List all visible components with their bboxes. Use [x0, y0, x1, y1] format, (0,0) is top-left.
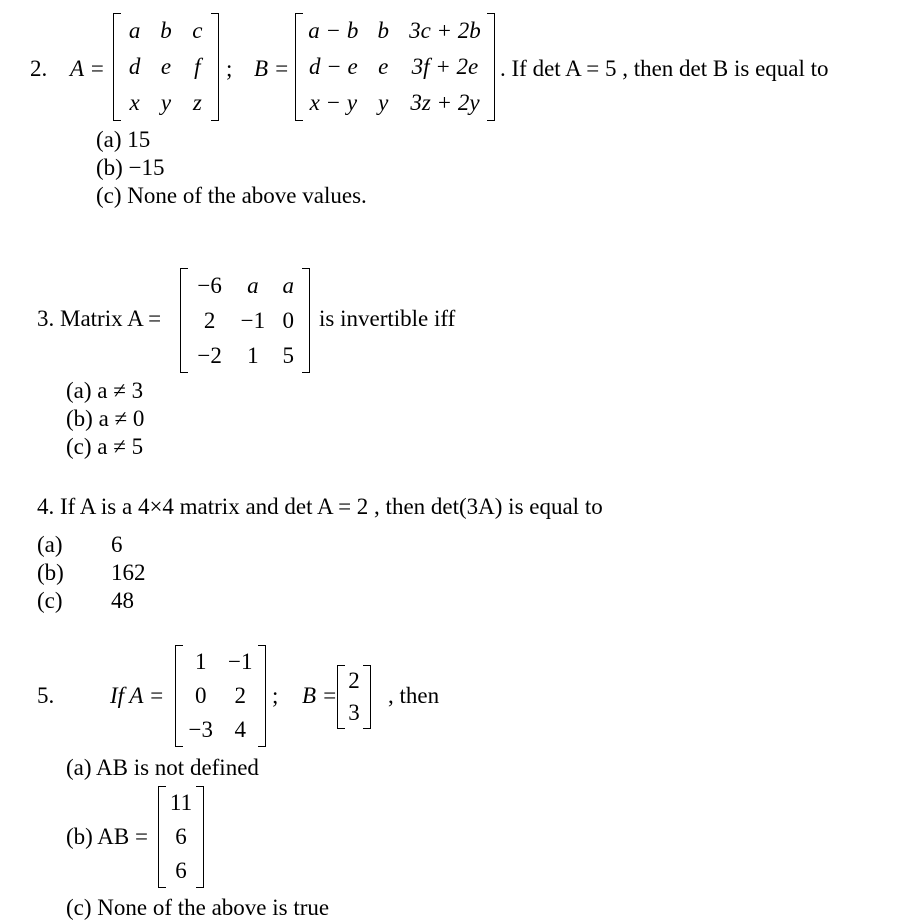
matrix-cell: 0 [195, 683, 207, 708]
q4-option-a-value: 6 [111, 532, 123, 557]
q2-option-a: (a) 15 [96, 127, 151, 152]
matrix-cell: z [192, 90, 202, 115]
q3-option-c: (c) a ≠ 5 [66, 434, 144, 459]
q4-option-a-label: (a) [37, 532, 63, 557]
matrix-cell: 5 [282, 342, 294, 368]
matrix-cell: 4 [234, 717, 246, 742]
q3-option-a: (a) a ≠ 3 [66, 378, 144, 403]
matrix-cell: y [160, 90, 172, 115]
matrix-cell: x − y [309, 90, 358, 115]
matrix-cell: 6 [175, 858, 187, 883]
matrix-cell: 2 [203, 307, 216, 333]
q5-matrix-b [337, 665, 371, 729]
matrix-cell: −3 [188, 717, 213, 742]
matrix-cell: b [377, 18, 389, 43]
matrix-cell: c [192, 18, 203, 43]
matrix-cell: 3 [348, 700, 360, 725]
q2-a-label: A = [70, 56, 105, 81]
q2-separator: ; [226, 56, 233, 81]
matrix-cell: 6 [175, 824, 187, 849]
q4-option-c-value: 48 [111, 588, 134, 613]
matrix-cell: y [378, 90, 389, 115]
matrix-cell: a [282, 272, 294, 298]
matrix-cell: 1 [195, 649, 207, 674]
matrix-cell: −2 [197, 342, 222, 368]
q5-separator: ; [272, 683, 279, 708]
q2-matrix-a [113, 13, 219, 121]
matrix-cell: d [128, 54, 141, 79]
q4-option-c-label: (c) [37, 588, 63, 613]
matrix-cell: 0 [282, 307, 294, 333]
matrix-cell: 3f + 2e [411, 54, 479, 79]
matrix-cell: f [194, 54, 201, 79]
q2-option-b: (b) −15 [96, 155, 165, 180]
q5-option-c: (c) None of the above is true [66, 895, 330, 920]
q5-a-label: If A = [110, 683, 165, 708]
q4-option-b-value: 162 [111, 560, 146, 585]
q2-option-c: (c) None of the above values. [96, 183, 367, 208]
matrix-cell: x [129, 90, 140, 115]
matrix-cell: 11 [169, 790, 193, 815]
q3-question-tail: is invertible iff [319, 306, 456, 331]
matrix-cell: 2 [348, 668, 360, 693]
q5-matrix-ab [158, 786, 204, 888]
q4-option-b-label: (b) [37, 560, 64, 585]
matrix-cell: −1 [228, 649, 253, 674]
q5-question-tail: , then [388, 683, 440, 708]
matrix-cell: 1 [247, 342, 259, 368]
q5-number: 5. [37, 683, 55, 708]
q2-number: 2. [30, 56, 48, 81]
q5-b-label: B = [302, 683, 338, 708]
q2-matrix-b [295, 13, 495, 121]
matrix-cell: e [378, 54, 389, 79]
matrix-cell: e [160, 54, 172, 79]
matrix-cell: a − b [308, 18, 359, 43]
q5-matrix-a [175, 645, 266, 747]
q3-option-b: (b) a ≠ 0 [66, 406, 145, 431]
matrix-cell: d − e [308, 54, 358, 79]
matrix-cell: −6 [197, 272, 222, 298]
q2-question-tail: . If det A = 5 , then det B is equal to [500, 56, 829, 81]
q5-option-a: (a) AB is not defined [66, 755, 259, 780]
q3-matrix [180, 268, 310, 373]
q2-b-label: B = [254, 56, 290, 81]
matrix-cell: a [128, 18, 141, 43]
matrix-cell: b [160, 18, 172, 43]
q3-intro: 3. Matrix A = [37, 306, 162, 331]
matrix-cell: −1 [240, 307, 266, 333]
matrix-cell: 3c + 2b [409, 18, 481, 43]
matrix-cell: a [247, 272, 259, 298]
matrix-cell: 2 [234, 683, 246, 708]
q5-option-b-label: (b) AB = [66, 824, 148, 849]
q4-question: 4. If A is a 4×4 matrix and det A = 2 , then det(3A) is equal to [37, 494, 603, 519]
matrix-cell: 3z + 2y [410, 90, 480, 115]
